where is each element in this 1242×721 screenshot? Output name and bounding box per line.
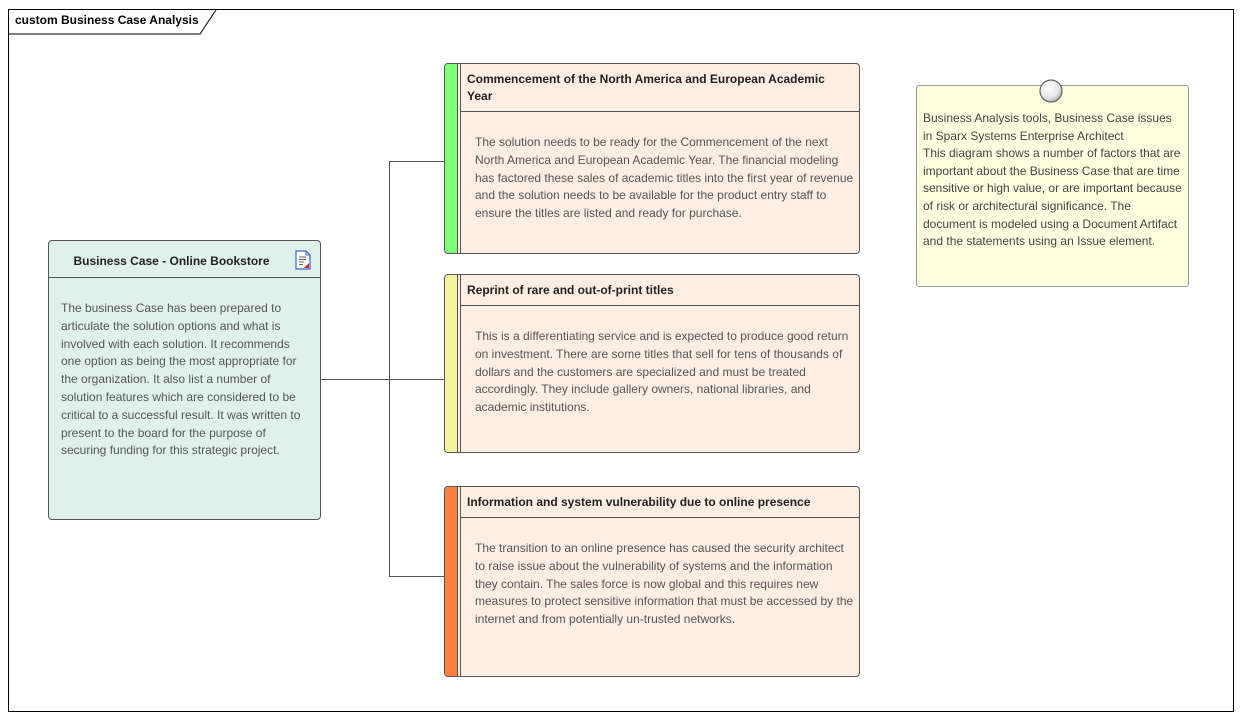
document-artifact-business-case[interactable] <box>48 240 321 520</box>
issue-title: Commencement of the North America and European Academic Year <box>461 64 859 112</box>
connector-to-issue-3[interactable] <box>389 576 445 577</box>
issue-body: This is a differentiating service and is expected to produce good return on investment. There are some titles that sell for tens of thousands of dollars and the customers are specialized and must be treated accordingly. They include gallery owners, national libraries, and academic institutions. <box>475 329 849 415</box>
issue-priority-bar-orange <box>445 487 458 676</box>
issue-body: The transition to an online presence has caused the security architect to raise issue about the vulnerability of systems and the information they contain. The sales force is now global and this requires new measures to protect sensitive information that must be accessed by the internet and from potentially un-trusted networks. <box>475 541 854 627</box>
issue-rare-titles[interactable] <box>444 274 860 453</box>
note-element[interactable] <box>916 85 1189 287</box>
connector-to-issue-1[interactable] <box>389 161 445 162</box>
issue-bar-divider <box>458 64 461 253</box>
note-line-1: Business Analysis tools, Business Case issues in Sparx Systems Enterprise Architect <box>923 111 1172 143</box>
issue-title: Information and system vulnerability due to online presence <box>461 487 859 518</box>
issue-bar-divider <box>458 275 461 452</box>
issue-title: Reprint of rare and out-of-print titles <box>461 275 859 306</box>
document-artifact-header <box>49 241 320 278</box>
issue-security-vulnerability[interactable] <box>444 486 860 677</box>
document-artifact-body: The business Case has been prepared to articulate the solution options and what is involved with each solution. It recommends one option as being the most appropriate for the organization. It also list a number of solution features which are considered to be critical to a successful result. It was written to present to the board for the purpose of securing funding for this strategic project. <box>61 301 301 458</box>
note-text <box>923 110 1184 251</box>
note-line-2: This diagram shows a number of factors that are important about the Business Case that are time sensitive or high value, or are important because of risk or architectural significance. The document is modeled using a Document Artifact and the statements using an Issue element. <box>923 146 1182 249</box>
issue-priority-bar-green <box>445 64 458 253</box>
issue-bar-divider <box>458 487 461 676</box>
note-pin-circle-icon <box>1039 79 1063 103</box>
document-artifact-icon <box>294 250 312 270</box>
diagram-title: custom Business Case Analysis <box>15 13 199 27</box>
issue-academic-year[interactable] <box>444 63 860 254</box>
issue-body: The solution needs to be ready for the Commencement of the next North America and European Academic Year. The financial modeling has factored these sales of academic titles into the first year of revenue and the solution needs to be available for the product entry staff to ensure the titles are listed and ready for purchase. <box>475 135 854 221</box>
issue-priority-bar-yellow <box>445 275 458 452</box>
connector-trunk[interactable] <box>389 161 390 577</box>
connector-doc-to-trunk[interactable] <box>321 379 390 380</box>
document-artifact-title: Business Case - Online Bookstore <box>73 254 270 268</box>
connector-to-issue-2[interactable] <box>389 379 445 380</box>
